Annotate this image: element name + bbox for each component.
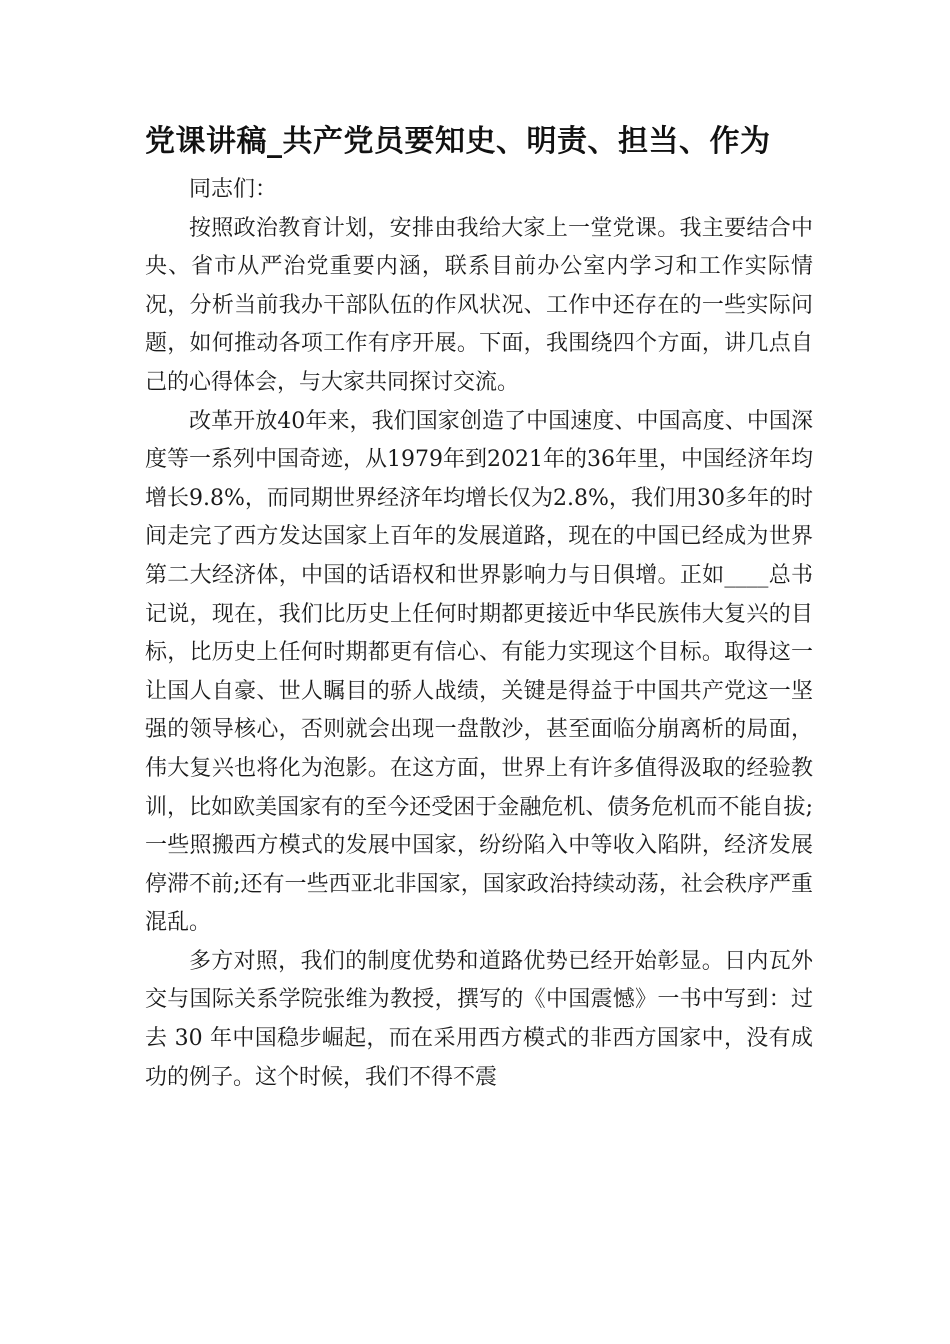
paragraph-reform-achievements: 改革开放40年来，我们国家创造了中国速度、中国高度、中国深度等一系列中国奇迹，从1979年到2021年的36年里，中国经济年均增长9.8%，而同期世界经济年均增长仅为2.8%，我们用30多年的时间走完了西方发达国家上百年的发展道路，现在的中国已经成为世界第二大经济体，中国的话语权和世界影响力与日俱增。正如____总书记说，现在，我们比历史上任何时期都更接近中华民族伟大复兴的目标，比历史上任何时期都更有信心、有能力实现这个目标。取得这一让国人自豪、世人瞩目的骄人战绩，关键是得益于中国共产党这一坚强的领导核心，否则就会出现一盘散沙，甚至面临分崩离析的局面，伟大复兴也将化为泡影。在这方面，世界上有许多值得汲取的经验教训，比如欧美国家有的至今还受困于金融危机、债务危机而不能自拔;一些照搬西方模式的发展中国家，纷纷陷入中等收入陷阱，经济发展停滞不前;还有一些西亚北非国家，国家政治持续动荡，社会秩序严重混乱。 xyxy=(145,408,813,936)
paragraph-institutional-advantages: 多方对照，我们的制度优势和道路优势已经开始彰显。日内瓦外交与国际关系学院张维为教授，撰写的《中国震憾》一书中写到：过去 30 年中国稳步崛起，而在采用西方模式的非西方国家中，没有成功的例子。这个时候，我们不得不震 xyxy=(145,948,813,1090)
document-title: 党课讲稿_共产党员要知史、明责、担当、作为 xyxy=(145,124,771,159)
paragraph-intro: 按照政治教育计划，安排由我给大家上一堂党课。我主要结合中央、省市从严治党重要内涵，联系目前办公室内学习和工作实际情况，分析当前我办干部队伍的作风状况、工作中还存在的一些实际问题，如何推动各项工作有序开展。下面，我围绕四个方面，讲几点自己的心得体会，与大家共同探讨交流。 xyxy=(145,215,813,395)
document-body xyxy=(145,171,813,1097)
salutation: 同志们： xyxy=(189,177,278,202)
